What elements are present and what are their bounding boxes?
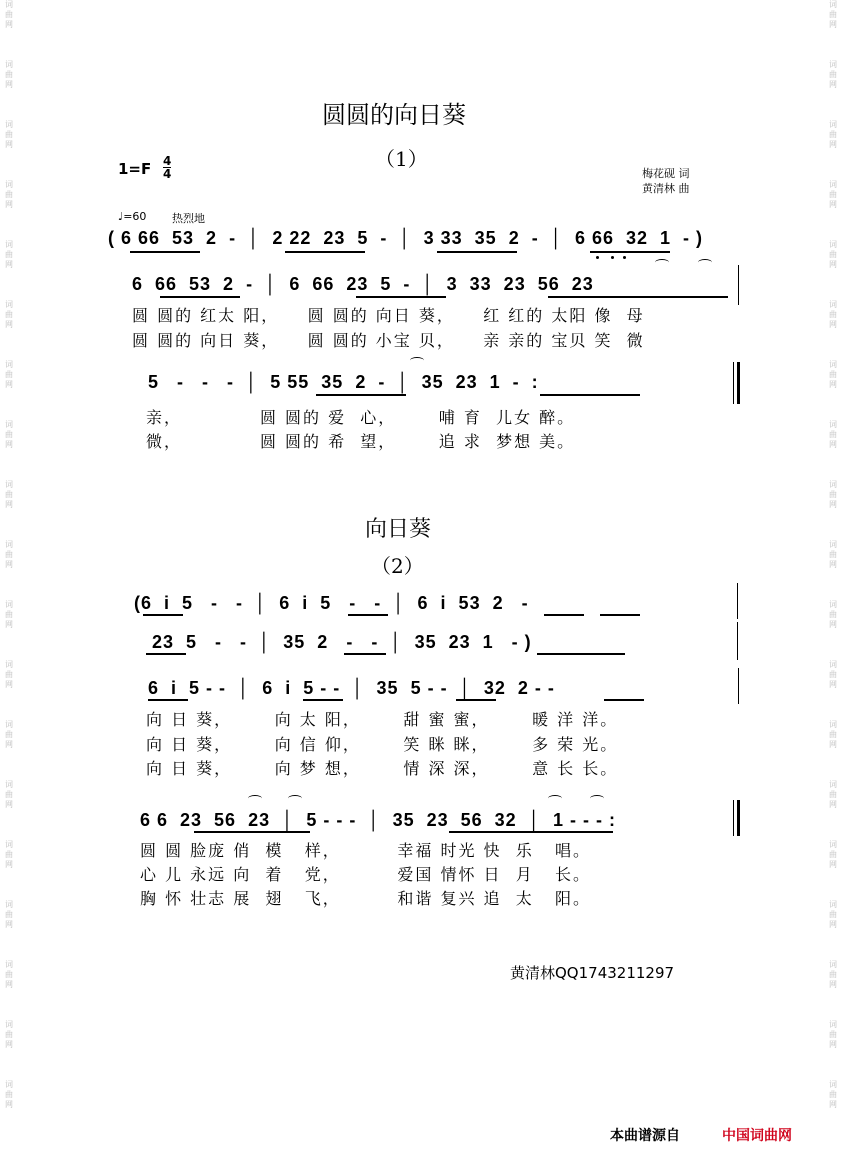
watermark-text: 词 曲 网 bbox=[5, 300, 13, 329]
watermark-text: 词 曲 网 bbox=[829, 1020, 837, 1049]
watermark-text: 词 曲 网 bbox=[5, 540, 13, 569]
watermark-text: 词 曲 网 bbox=[829, 660, 837, 689]
watermark-text: 词 曲 网 bbox=[829, 60, 837, 89]
song2-title: 向日葵 bbox=[365, 517, 432, 542]
time-signature: 4 4 bbox=[163, 154, 172, 181]
song1-line2-lyrics-verse2: 微， 圆 圆的 希 望， 追 求 梦想 美。 bbox=[146, 432, 576, 451]
watermark-text: 词 曲 网 bbox=[829, 360, 837, 389]
song2-line2-lyrics-verse3: 胸 怀 壮志 展 翅 飞， 和谐 复兴 追 太 阳。 bbox=[140, 889, 591, 908]
song1-line2-lyrics-verse1: 亲， 圆 圆的 爱 心， 哺 育 儿女 醉。 bbox=[146, 408, 576, 427]
watermark-text: 词 曲 网 bbox=[829, 780, 837, 809]
watermark-text: 词 曲 网 bbox=[829, 600, 837, 629]
watermark-text: 词 曲 网 bbox=[5, 1080, 13, 1109]
watermark-text: 词 曲 网 bbox=[5, 840, 13, 869]
footer-site-name[interactable]: 中国词曲网 bbox=[722, 1128, 792, 1144]
watermark-text: 词 曲 网 bbox=[5, 660, 13, 689]
watermark-text: 词 曲 网 bbox=[5, 180, 13, 209]
watermark-text: 词 曲 网 bbox=[5, 60, 13, 89]
watermark-text: 词 曲 网 bbox=[5, 720, 13, 749]
composer: 黄清林 曲 bbox=[642, 182, 690, 195]
lyricist: 梅花砚 词 bbox=[642, 167, 690, 180]
watermark-text: 词 曲 网 bbox=[829, 180, 837, 209]
watermark-text: 词 曲 网 bbox=[5, 900, 13, 929]
song2-intro-line1: (6 i 5 - - │ 6 i 5 - - │ 6 i 53 2 - bbox=[134, 593, 529, 613]
song2-line2-notes: 6 6 23 56 23 │ 5 - - - │ 35 23 56 32 │ 1 - - - : bbox=[140, 810, 616, 830]
song2-line1-lyrics-verse1: 向 日 葵， 向 太 阳， 甜 蜜 蜜， 暖 洋 洋。 bbox=[146, 710, 619, 729]
author-contact: 黄清林QQ1743211297 bbox=[510, 964, 675, 982]
watermark-text: 词 曲 网 bbox=[5, 1020, 13, 1049]
watermark-text: 词 曲 网 bbox=[829, 0, 837, 29]
song2-intro-line2: 23 5 - - │ 35 2 - - │ 35 23 1 - ) bbox=[146, 632, 532, 652]
song2-line2-lyrics-verse2: 心 儿 永远 向 着 党， 爱国 情怀 日 月 长。 bbox=[140, 865, 591, 884]
watermark-text: 词 曲 网 bbox=[5, 420, 13, 449]
watermark-text: 词 曲 网 bbox=[829, 720, 837, 749]
key-signature: 1=F bbox=[118, 160, 152, 178]
song1-title: 圆圆的向日葵 bbox=[322, 101, 466, 129]
song2-line1-notes: 6 i 5 - - │ 6 i 5 - - │ 35 5 - - │ 32 2 - - bbox=[148, 678, 555, 698]
watermark-text: 词 曲 网 bbox=[829, 480, 837, 509]
watermark-text: 词 曲 网 bbox=[829, 300, 837, 329]
left-watermark bbox=[2, 0, 16, 1140]
watermark-text: 词 曲 网 bbox=[829, 540, 837, 569]
song1-intro: ( 6 66 53 2 - │ 2 22 23 5 - │ 3 33 35 2 - │ 6 66 32 1 - ) bbox=[108, 228, 704, 248]
expression-mark: 热烈地 bbox=[172, 212, 205, 225]
song1-line1-lyrics-verse1: 圆 圆的 红太 阳， 圆 圆的 向日 葵， 红 红的 太阳 像 母 bbox=[132, 306, 645, 325]
watermark-text: 词 曲 网 bbox=[5, 780, 13, 809]
song2-number: （2） bbox=[371, 554, 424, 578]
watermark-text: 词 曲 网 bbox=[829, 420, 837, 449]
song1-line1-notes: 6 66 53 2 - │ 6 66 23 5 - │ 3 33 23 56 23 bbox=[132, 274, 594, 294]
watermark-text: 词 曲 网 bbox=[829, 240, 837, 269]
song1-line2-notes: 5 - - - │ 5 55 35 2 - │ 35 23 1 - : bbox=[148, 372, 539, 392]
right-watermark bbox=[826, 0, 840, 1140]
song1-line1-lyrics-verse2: 圆 圆的 向日 葵， 圆 圆的 小宝 贝， 亲 亲的 宝贝 笑 微 bbox=[132, 331, 645, 350]
footer-source-label: 本曲谱源自 bbox=[610, 1128, 680, 1144]
watermark-text: 词 曲 网 bbox=[5, 120, 13, 149]
watermark-text: 词 曲 网 bbox=[5, 360, 13, 389]
tempo: ♩=60 bbox=[118, 210, 147, 223]
watermark-text: 词 曲 网 bbox=[5, 240, 13, 269]
song2-line1-lyrics-verse2: 向 日 葵， 向 信 仰， 笑 眯 眯， 多 荣 光。 bbox=[146, 735, 619, 754]
watermark-text: 词 曲 网 bbox=[5, 0, 13, 29]
watermark-text: 词 曲 网 bbox=[829, 120, 837, 149]
watermark-text: 词 曲 网 bbox=[5, 480, 13, 509]
song1-number: （1） bbox=[375, 147, 428, 171]
watermark-text: 词 曲 网 bbox=[829, 840, 837, 869]
watermark-text: 词 曲 网 bbox=[5, 960, 13, 989]
watermark-text: 词 曲 网 bbox=[5, 600, 13, 629]
watermark-text: 词 曲 网 bbox=[829, 960, 837, 989]
watermark-text: 词 曲 网 bbox=[829, 900, 837, 929]
song2-line1-lyrics-verse3: 向 日 葵， 向 梦 想， 情 深 深， 意 长 长。 bbox=[146, 759, 619, 778]
watermark-text: 词 曲 网 bbox=[829, 1080, 837, 1109]
song2-line2-lyrics-verse1: 圆 圆 脸庞 俏 模 样， 幸福 时光 快 乐 唱。 bbox=[140, 841, 591, 860]
